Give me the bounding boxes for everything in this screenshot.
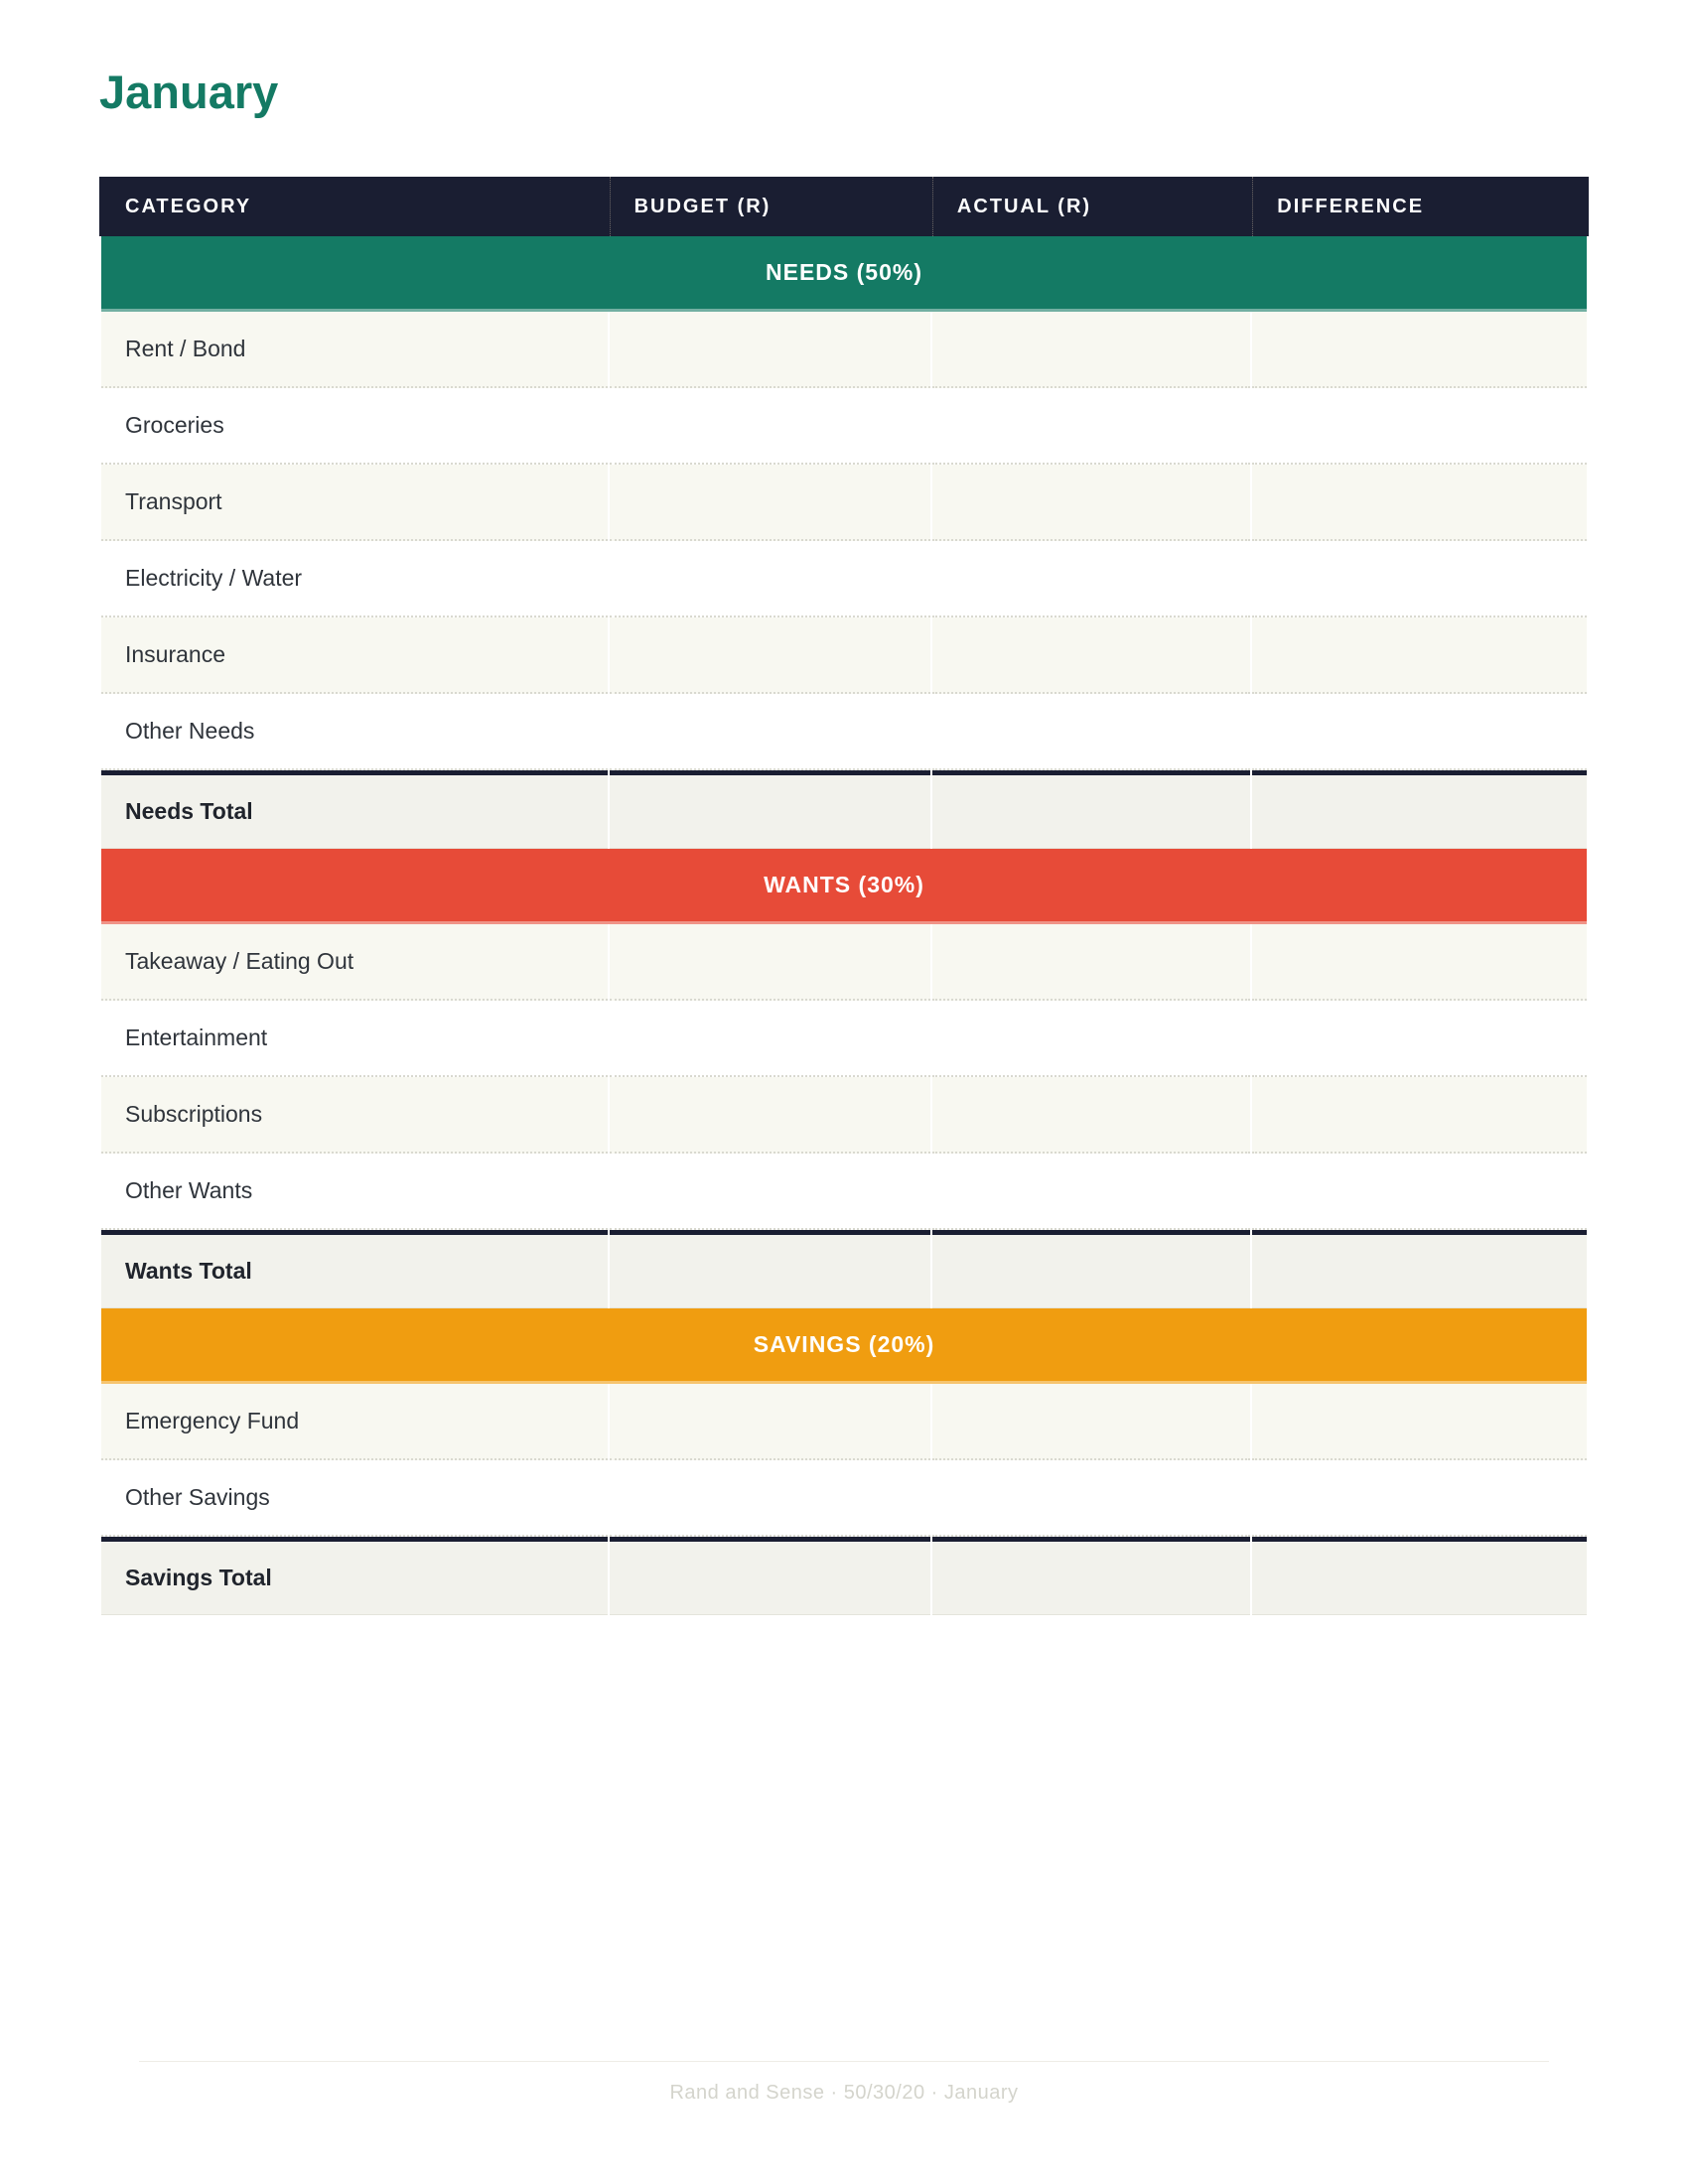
category-cell: Rent / Bond — [101, 312, 608, 388]
category-cell: Transport — [101, 465, 608, 541]
table-row — [101, 694, 1587, 770]
table-row — [101, 1460, 1587, 1537]
total-actual-cell — [932, 770, 1250, 849]
budget-cell — [610, 924, 930, 1001]
table-row — [101, 617, 1587, 694]
section-row-wants — [101, 849, 1587, 924]
difference-cell — [1252, 312, 1587, 388]
category-cell: Subscriptions — [101, 1077, 608, 1154]
budget-cell — [610, 617, 930, 694]
category-cell: Other Wants — [101, 1154, 608, 1230]
difference-cell — [1252, 541, 1587, 617]
category-cell: Groceries — [101, 388, 608, 465]
column-header-category: CATEGORY — [101, 177, 608, 236]
total-row-needs — [101, 770, 1587, 849]
header-row — [101, 177, 1587, 236]
table-row — [101, 312, 1587, 388]
section-band-savings: SAVINGS (20%) — [101, 1308, 1587, 1384]
table-row — [101, 1384, 1587, 1460]
table-header — [101, 177, 1587, 236]
actual-cell — [932, 1384, 1250, 1460]
budget-cell — [610, 388, 930, 465]
page-footer — [139, 2061, 1549, 2105]
total-budget-cell — [610, 770, 930, 849]
actual-cell — [932, 1001, 1250, 1077]
budget-cell — [610, 1001, 930, 1077]
column-header-actual: ACTUAL (R) — [932, 177, 1250, 236]
difference-cell — [1252, 465, 1587, 541]
budget-cell — [610, 541, 930, 617]
difference-cell — [1252, 388, 1587, 465]
actual-cell — [932, 388, 1250, 465]
section-band-wants: WANTS (30%) — [101, 849, 1587, 924]
budget-cell — [610, 1077, 930, 1154]
actual-cell — [932, 617, 1250, 694]
table-body — [101, 236, 1587, 1615]
difference-cell — [1252, 1154, 1587, 1230]
category-cell: Insurance — [101, 617, 608, 694]
total-actual-cell — [932, 1230, 1250, 1308]
category-cell: Emergency Fund — [101, 1384, 608, 1460]
budget-cell — [610, 465, 930, 541]
footer-text: Rand and Sense · 50/30/20 · January — [669, 2082, 1019, 2104]
table-row — [101, 1001, 1587, 1077]
difference-cell — [1252, 1001, 1587, 1077]
footer-divider — [139, 2061, 1549, 2062]
page-title: January — [99, 66, 279, 118]
difference-cell — [1252, 694, 1587, 770]
difference-cell — [1252, 617, 1587, 694]
total-label-cell: Wants Total — [101, 1230, 608, 1308]
total-difference-cell — [1252, 770, 1587, 849]
actual-cell — [932, 1460, 1250, 1537]
column-header-budget: BUDGET (R) — [610, 177, 930, 236]
table-row — [101, 1077, 1587, 1154]
budget-cell — [610, 1460, 930, 1537]
difference-cell — [1252, 1460, 1587, 1537]
total-budget-cell — [610, 1537, 930, 1615]
section-row-savings — [101, 1308, 1587, 1384]
budget-table — [99, 177, 1589, 1615]
category-cell: Other Savings — [101, 1460, 608, 1537]
category-cell: Entertainment — [101, 1001, 608, 1077]
total-budget-cell — [610, 1230, 930, 1308]
total-difference-cell — [1252, 1537, 1587, 1615]
difference-cell — [1252, 924, 1587, 1001]
difference-cell — [1252, 1077, 1587, 1154]
section-row-needs — [101, 236, 1587, 312]
section-band-needs: NEEDS (50%) — [101, 236, 1587, 312]
budget-cell — [610, 1384, 930, 1460]
category-cell: Takeaway / Eating Out — [101, 924, 608, 1001]
table-row — [101, 465, 1587, 541]
total-label-cell: Savings Total — [101, 1537, 608, 1615]
table-row — [101, 541, 1587, 617]
actual-cell — [932, 1154, 1250, 1230]
budget-cell — [610, 312, 930, 388]
actual-cell — [932, 924, 1250, 1001]
total-row-wants — [101, 1230, 1587, 1308]
category-cell: Other Needs — [101, 694, 608, 770]
table-row — [101, 388, 1587, 465]
table-row — [101, 924, 1587, 1001]
total-label-cell: Needs Total — [101, 770, 608, 849]
actual-cell — [932, 312, 1250, 388]
total-actual-cell — [932, 1537, 1250, 1615]
difference-cell — [1252, 1384, 1587, 1460]
actual-cell — [932, 1077, 1250, 1154]
budget-cell — [610, 694, 930, 770]
column-header-difference: DIFFERENCE — [1252, 177, 1587, 236]
total-difference-cell — [1252, 1230, 1587, 1308]
category-cell: Electricity / Water — [101, 541, 608, 617]
actual-cell — [932, 694, 1250, 770]
actual-cell — [932, 465, 1250, 541]
table-row — [101, 1154, 1587, 1230]
actual-cell — [932, 541, 1250, 617]
total-row-savings — [101, 1537, 1587, 1615]
budget-cell — [610, 1154, 930, 1230]
